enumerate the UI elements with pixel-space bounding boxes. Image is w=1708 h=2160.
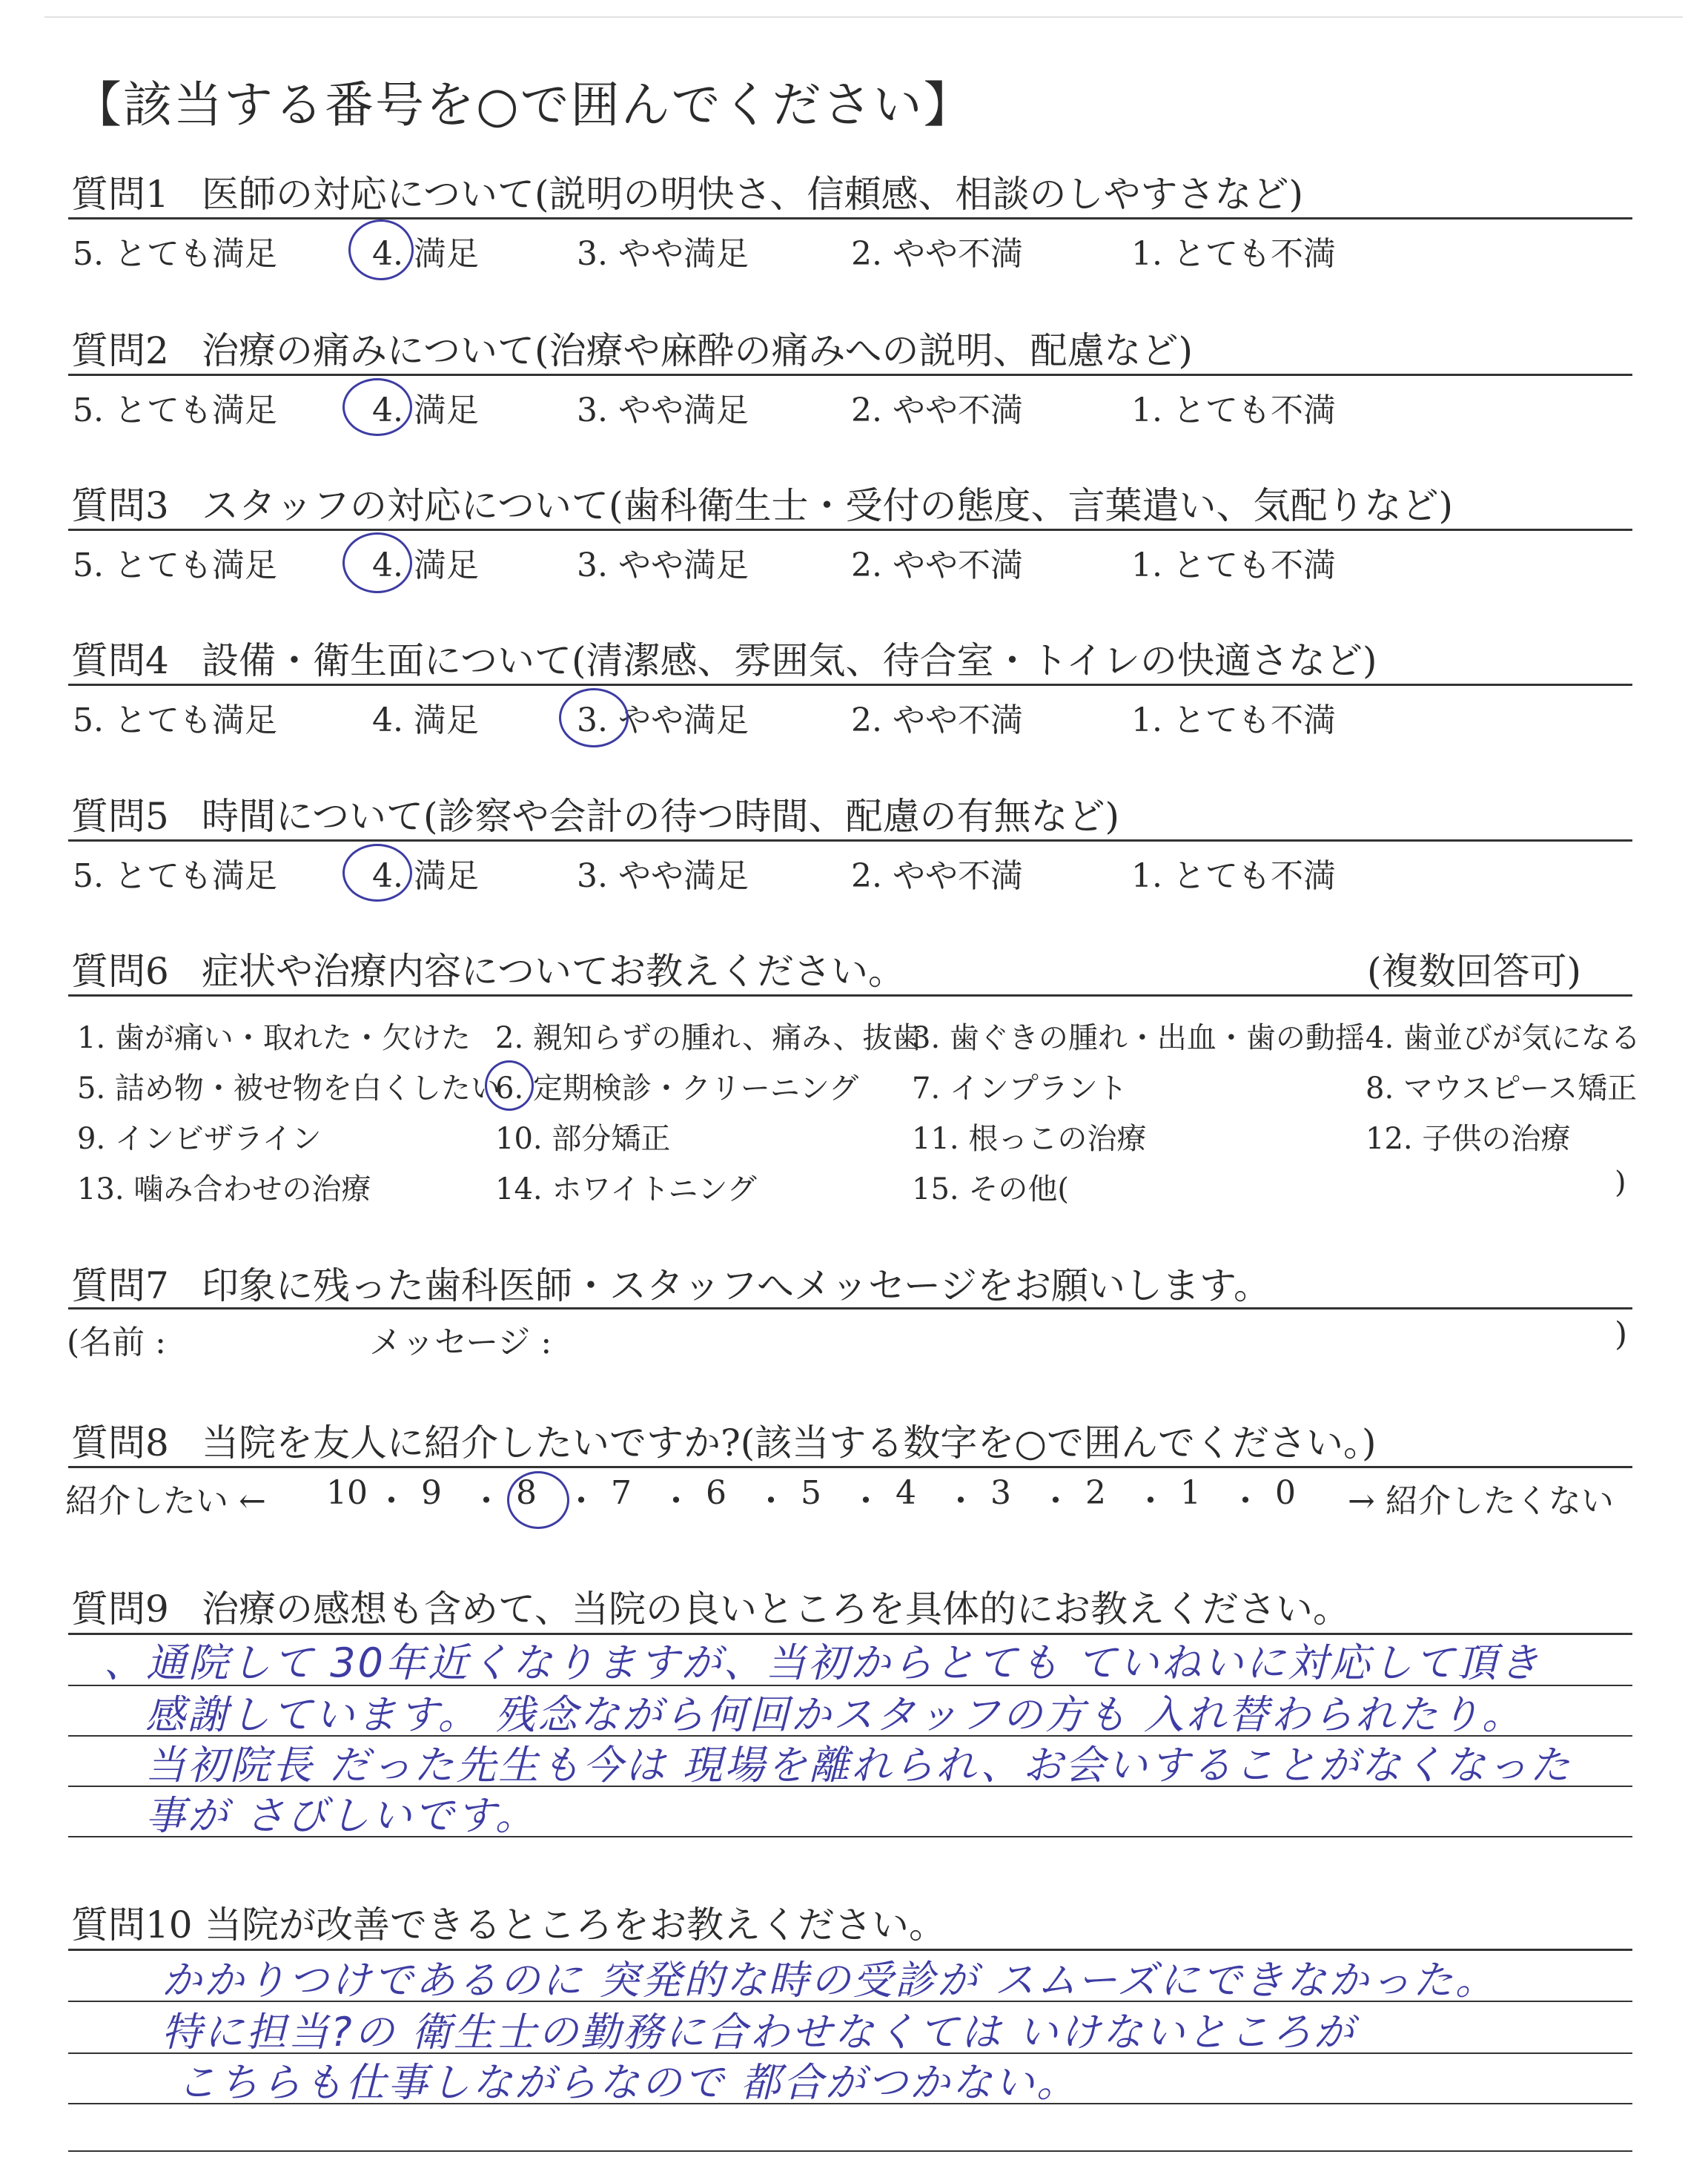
- scale-separator: ・: [1134, 1482, 1167, 1520]
- multiple-answers-note: (複数回答可): [1367, 950, 1582, 993]
- answer-line: [68, 2150, 1632, 2152]
- recommend-left-label: 紹介したい ←: [65, 1482, 266, 1520]
- q7-close: ): [1615, 1315, 1628, 1353]
- question-number: 質問6: [71, 950, 169, 993]
- q2-answer-circle: [342, 378, 412, 436]
- scale-separator: ・: [375, 1482, 408, 1520]
- handwritten-answer-line: 特に担当?の 衛生士の勤務に合わせなくては いけないところが: [162, 2009, 1356, 2055]
- q1-option-2[interactable]: 2. やや不満: [851, 235, 1023, 273]
- q2-option-5[interactable]: 5. とても満足: [73, 392, 277, 429]
- handwritten-answer-line: こちらも仕事しながらなので 都合がつかない。: [176, 2059, 1079, 2106]
- divider: [68, 1466, 1632, 1468]
- divider: [68, 529, 1632, 531]
- message-label: メッセージ :: [369, 1324, 552, 1361]
- divider: [68, 684, 1632, 686]
- scale-value-5[interactable]: 5: [801, 1474, 821, 1512]
- question-number: 質問7: [71, 1264, 169, 1307]
- q3-option-1[interactable]: 1. とても不満: [1131, 546, 1336, 584]
- q5-answer-circle: [342, 844, 412, 902]
- question-number: 質問1: [71, 173, 169, 216]
- question-number: 質問8: [71, 1421, 169, 1464]
- q1-option-4[interactable]: 4. 満足: [372, 235, 479, 273]
- question-text: 医師の対応について(説明の明快さ、信頼感、相談のしやすさなど): [202, 173, 1304, 216]
- question-number: 質問4: [71, 639, 169, 682]
- q6-option[interactable]: 3. 歯ぐきの腫れ・出血・歯の動揺: [912, 1021, 1365, 1055]
- q5-option-3[interactable]: 3. やや満足: [577, 857, 749, 895]
- question-text: 治療の痛みについて(治療や麻酔の痛みへの説明、配慮など): [202, 329, 1194, 372]
- scale-value-1[interactable]: 1: [1180, 1474, 1201, 1512]
- scale-separator: ・: [755, 1482, 787, 1520]
- divider: [68, 839, 1632, 842]
- scale-value-3[interactable]: 3: [990, 1474, 1011, 1512]
- question-number: 質問2: [71, 329, 169, 372]
- question-number: 質問9: [71, 1588, 169, 1631]
- q4-option-4[interactable]: 4. 満足: [372, 701, 479, 739]
- question-text: 印象に残った歯科医師・スタッフへメッセージをお願いします。: [202, 1264, 1271, 1307]
- divider: [68, 217, 1632, 219]
- divider: [68, 374, 1632, 376]
- q3-option-4[interactable]: 4. 満足: [372, 546, 479, 584]
- scale-value-0[interactable]: 0: [1275, 1474, 1296, 1512]
- q2-option-1[interactable]: 1. とても不満: [1131, 392, 1336, 429]
- question-text: 症状や治療内容についてお教えください。: [202, 950, 905, 993]
- q6-other-close: ): [1615, 1166, 1626, 1200]
- q6-option[interactable]: 10. 部分矯正: [495, 1122, 671, 1156]
- scale-separator: ・: [944, 1482, 977, 1520]
- scale-value-2[interactable]: 2: [1085, 1474, 1106, 1512]
- question-8-heading: [71, 1413, 1376, 1467]
- q4-option-5[interactable]: 5. とても満足: [73, 701, 277, 739]
- q2-option-4[interactable]: 4. 満足: [372, 392, 479, 429]
- q4-option-1[interactable]: 1. とても不満: [1131, 701, 1336, 739]
- question-7-heading: [71, 1256, 1271, 1309]
- q6-option[interactable]: 13. 噛み合わせの治療: [77, 1172, 371, 1206]
- question-number: 質問10: [71, 1903, 193, 1946]
- scale-separator: ・: [470, 1482, 503, 1520]
- question-2-heading: [71, 321, 1193, 374]
- q6-answer-circle: [485, 1060, 534, 1111]
- question-text: 治療の感想も含めて、当院の良いところを具体的にお教えください。: [202, 1588, 1350, 1631]
- recommend-right-label: → 紹介したくない: [1348, 1482, 1614, 1520]
- q5-option-4[interactable]: 4. 満足: [372, 857, 479, 895]
- page-title: 【該当する番号を○で囲んでください】: [73, 76, 974, 133]
- scale-separator: ・: [1039, 1482, 1072, 1520]
- question-4-heading: [71, 631, 1377, 684]
- handwritten-answer-line: 、通院して 30年近くなりますが、当初からとても ていねいに対応して頂き: [104, 1639, 1542, 1686]
- q5-option-5[interactable]: 5. とても満足: [73, 857, 277, 895]
- divider: [68, 994, 1632, 997]
- name-label: (名前 :: [67, 1324, 166, 1361]
- q1-answer-circle: [348, 219, 414, 280]
- scale-separator: ・: [850, 1482, 882, 1520]
- q6-option[interactable]: 6. 定期検診・クリーニング: [495, 1071, 859, 1106]
- q5-option-2[interactable]: 2. やや不満: [851, 857, 1023, 895]
- q6-option[interactable]: 2. 親知らずの腫れ、痛み、抜歯: [495, 1021, 922, 1055]
- q6-option[interactable]: 5. 詰め物・被せ物を白くしたい: [77, 1071, 500, 1106]
- q4-option-2[interactable]: 2. やや不満: [851, 701, 1023, 739]
- divider: [68, 1307, 1632, 1309]
- question-number: 質問3: [71, 484, 169, 527]
- scale-value-8[interactable]: 8: [516, 1474, 537, 1512]
- q3-option-2[interactable]: 2. やや不満: [851, 546, 1023, 584]
- handwritten-answer-line: 当初院長 だった先生も今は 現場を離れられ、お会いすることがなくなった: [145, 1742, 1572, 1789]
- q2-option-3[interactable]: 3. やや満足: [577, 392, 749, 429]
- question-text: 当院を友人に紹介したいですか?(該当する数字を○で囲んでください。): [202, 1421, 1377, 1464]
- q1-option-3[interactable]: 3. やや満足: [577, 235, 749, 273]
- question-5-heading: [71, 787, 1119, 840]
- q6-option[interactable]: 12. 子供の治療: [1366, 1122, 1571, 1156]
- scale-value-6[interactable]: 6: [706, 1474, 726, 1512]
- scale-separator: ・: [565, 1482, 598, 1520]
- scale-separator: ・: [1229, 1482, 1262, 1520]
- q3-option-5[interactable]: 5. とても満足: [73, 546, 277, 584]
- q6-option[interactable]: 8. マウスピース矯正: [1366, 1071, 1638, 1106]
- q1-option-1[interactable]: 1. とても不満: [1131, 235, 1336, 273]
- question-1-heading: [71, 165, 1303, 218]
- question-text: 当院が改善できるところをお教えください。: [205, 1903, 946, 1946]
- handwritten-answer-line: 感謝しています。 残念ながら何回かスタッフの方も 入れ替わられたり。: [145, 1691, 1525, 1738]
- q6-option[interactable]: 14. ホワイトニング: [495, 1172, 757, 1206]
- q6-option[interactable]: 4. 歯並びが気になる: [1366, 1021, 1641, 1055]
- question-3-heading: [71, 476, 1453, 529]
- question-text: 時間について(診察や会計の待つ時間、配慮の有無など): [202, 795, 1120, 838]
- q4-answer-circle: [559, 688, 629, 747]
- q6-option[interactable]: 7. インプラント: [912, 1071, 1128, 1106]
- scale-value-10[interactable]: 10: [326, 1474, 368, 1512]
- question-text: 設備・衛生面について(清潔感、雰囲気、待合室・トイレの快適さなど): [202, 639, 1377, 682]
- question-10-heading: [71, 1895, 946, 1949]
- q4-option-3[interactable]: 3. やや満足: [577, 701, 749, 739]
- question-number: 質問5: [71, 795, 169, 838]
- handwritten-answer-line: 事が さびしいです。: [145, 1792, 537, 1839]
- handwritten-answer-line: かかりつけであるのに 突発的な時の受診が スムーズにできなかった。: [162, 1957, 1497, 2004]
- q6-option[interactable]: 9. インビザライン: [77, 1122, 322, 1156]
- q1-option-5[interactable]: 5. とても満足: [73, 235, 277, 273]
- q5-option-1[interactable]: 1. とても不満: [1131, 857, 1336, 895]
- question-text: スタッフの対応について(歯科衛生士・受付の態度、言葉遣い、気配りなど): [202, 484, 1454, 527]
- q2-option-2[interactable]: 2. やや不満: [851, 392, 1023, 429]
- q3-answer-circle: [342, 532, 412, 593]
- scale-value-7[interactable]: 7: [611, 1474, 632, 1512]
- q6-option[interactable]: 15. その他(: [912, 1172, 1069, 1206]
- q3-option-3[interactable]: 3. やや満足: [577, 546, 749, 584]
- top-divider: [44, 16, 1683, 18]
- q6-option[interactable]: 1. 歯が痛い・取れた・欠けた: [77, 1021, 471, 1055]
- scale-separator: ・: [660, 1482, 692, 1520]
- q6-option[interactable]: 11. 根っこの治療: [912, 1122, 1147, 1156]
- scale-value-4[interactable]: 4: [896, 1474, 916, 1512]
- question-9-heading: [71, 1579, 1350, 1633]
- question-6-heading: [71, 942, 1635, 995]
- q8-answer-circle: [507, 1471, 569, 1529]
- scale-value-9[interactable]: 9: [421, 1474, 442, 1512]
